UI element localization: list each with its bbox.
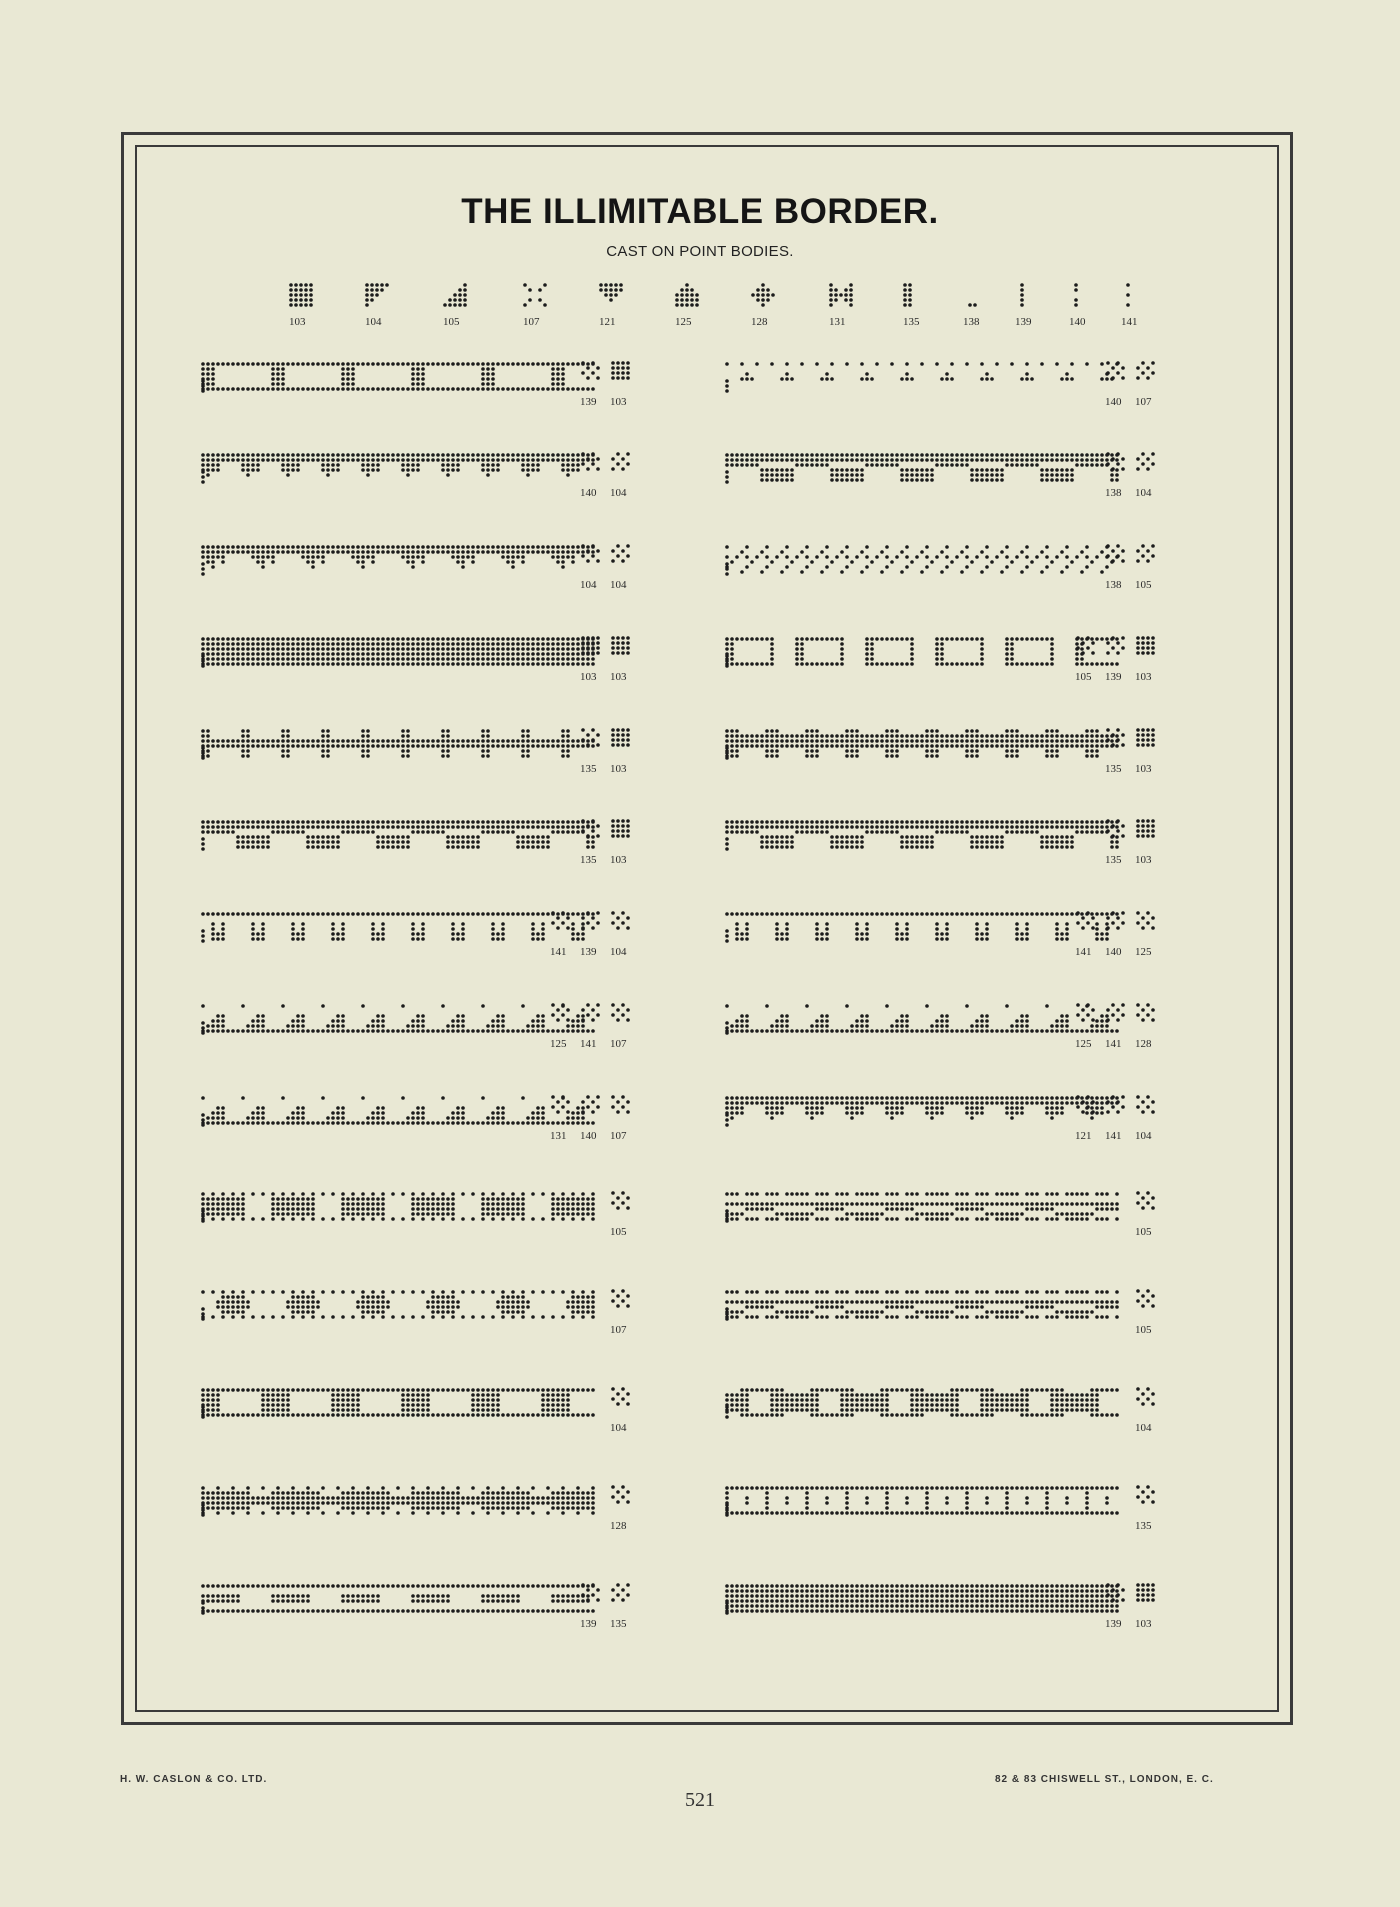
border-specimen-right-1 (724, 360, 1120, 394)
piece-label-left-8-1: 125 (550, 1038, 567, 1050)
border-specimen-right-12 (724, 1386, 1120, 1420)
piece-glyph-right-6-2 (1135, 818, 1159, 842)
border-specimen-left-1 (200, 360, 596, 394)
piece-number-121: 121 (599, 316, 616, 328)
piece-number-105: 105 (443, 316, 460, 328)
piece-label-right-3-1: 138 (1105, 579, 1122, 591)
piece-label-right-2-2: 104 (1135, 487, 1152, 499)
piece-glyph-left-7-1 (550, 910, 574, 934)
piece-label-right-5-2: 103 (1135, 763, 1152, 775)
piece-glyph-left-14-1 (580, 1582, 604, 1606)
piece-label-left-11-1: 107 (610, 1324, 627, 1336)
piece-label-right-13-1: 135 (1135, 1520, 1152, 1532)
border-piece-121 (596, 280, 626, 314)
border-specimen-right-3 (724, 543, 1120, 577)
piece-label-left-2-1: 140 (580, 487, 597, 499)
piece-glyph-right-14-2 (1135, 1582, 1159, 1606)
piece-label-left-9-1: 131 (550, 1130, 567, 1142)
piece-label-left-3-2: 104 (610, 579, 627, 591)
border-specimen-right-14 (724, 1582, 1120, 1616)
piece-number-128: 128 (751, 316, 768, 328)
piece-label-right-9-3: 104 (1135, 1130, 1152, 1142)
piece-label-left-4-2: 103 (610, 671, 627, 683)
piece-label-left-6-1: 135 (580, 854, 597, 866)
piece-glyph-left-10-1 (610, 1190, 634, 1214)
piece-number-103: 103 (289, 316, 306, 328)
border-piece-103 (286, 280, 316, 314)
border-specimen-right-5 (724, 727, 1120, 761)
piece-glyph-right-4-2 (1105, 635, 1129, 659)
piece-label-right-6-1: 135 (1105, 854, 1122, 866)
piece-label-right-9-1: 121 (1075, 1130, 1092, 1142)
piece-glyph-left-1-1 (580, 360, 604, 384)
piece-glyph-left-9-1 (550, 1094, 574, 1118)
piece-glyph-left-6-1 (580, 818, 604, 842)
border-piece-125 (672, 280, 702, 314)
piece-label-left-8-3: 107 (610, 1038, 627, 1050)
piece-glyph-right-1-1 (1105, 360, 1129, 384)
piece-glyph-right-9-1 (1075, 1094, 1099, 1118)
publisher-address: 82 & 83 CHISWELL ST., LONDON, E. C. (995, 1774, 1214, 1785)
border-specimen-left-7 (200, 910, 596, 944)
piece-label-left-13-1: 128 (610, 1520, 627, 1532)
piece-label-left-3-1: 104 (580, 579, 597, 591)
border-specimen-right-7 (724, 910, 1120, 944)
border-specimen-left-8 (200, 1002, 596, 1036)
piece-label-right-1-1: 140 (1105, 396, 1122, 408)
piece-number-104: 104 (365, 316, 382, 328)
piece-label-left-4-1: 103 (580, 671, 597, 683)
border-specimen-left-10 (200, 1190, 596, 1224)
piece-label-right-14-2: 103 (1135, 1618, 1152, 1630)
piece-glyph-left-3-2 (610, 543, 634, 567)
border-specimen-left-2 (200, 451, 596, 485)
piece-glyph-left-8-2 (580, 1002, 604, 1026)
piece-number-141: 141 (1121, 316, 1138, 328)
piece-glyph-right-2-1 (1105, 451, 1129, 475)
border-piece-135 (900, 280, 930, 314)
piece-glyph-left-5-2 (610, 727, 634, 751)
piece-glyph-left-5-1 (580, 727, 604, 751)
piece-glyph-left-7-2 (580, 910, 604, 934)
piece-label-right-11-1: 105 (1135, 1324, 1152, 1336)
piece-number-125: 125 (675, 316, 692, 328)
piece-glyph-right-13-1 (1135, 1484, 1159, 1508)
piece-number-139: 139 (1015, 316, 1032, 328)
piece-glyph-left-4-2 (610, 635, 634, 659)
piece-label-right-4-1: 105 (1075, 671, 1092, 683)
border-piece-139 (1012, 280, 1042, 314)
piece-label-right-6-2: 103 (1135, 854, 1152, 866)
piece-glyph-left-3-1 (580, 543, 604, 567)
piece-glyph-left-13-1 (610, 1484, 634, 1508)
piece-glyph-left-2-1 (580, 451, 604, 475)
border-specimen-right-9 (724, 1094, 1120, 1128)
border-specimen-right-8 (724, 1002, 1120, 1036)
piece-glyph-right-5-1 (1105, 727, 1129, 751)
piece-glyph-left-9-2 (580, 1094, 604, 1118)
piece-glyph-right-14-1 (1105, 1582, 1129, 1606)
piece-label-left-12-1: 104 (610, 1422, 627, 1434)
piece-glyph-right-9-2 (1105, 1094, 1129, 1118)
piece-label-right-2-1: 138 (1105, 487, 1122, 499)
piece-glyph-right-1-2 (1135, 360, 1159, 384)
piece-label-left-7-3: 104 (610, 946, 627, 958)
piece-label-left-5-1: 135 (580, 763, 597, 775)
piece-glyph-right-10-1 (1135, 1190, 1159, 1214)
border-piece-128 (748, 280, 778, 314)
piece-label-left-10-1: 105 (610, 1226, 627, 1238)
border-specimen-right-6 (724, 818, 1120, 852)
border-piece-105 (440, 280, 470, 314)
piece-number-135: 135 (903, 316, 920, 328)
piece-glyph-right-2-2 (1135, 451, 1159, 475)
piece-number-131: 131 (829, 316, 846, 328)
piece-glyph-right-12-1 (1135, 1386, 1159, 1410)
piece-label-right-14-1: 139 (1105, 1618, 1122, 1630)
piece-label-right-9-2: 141 (1105, 1130, 1122, 1142)
border-piece-107 (520, 280, 550, 314)
piece-glyph-left-8-1 (550, 1002, 574, 1026)
border-piece-140 (1066, 280, 1096, 314)
border-specimen-left-12 (200, 1386, 596, 1420)
piece-glyph-right-9-3 (1135, 1094, 1159, 1118)
piece-label-right-7-2: 140 (1105, 946, 1122, 958)
piece-label-right-12-1: 104 (1135, 1422, 1152, 1434)
piece-label-left-8-2: 141 (580, 1038, 597, 1050)
piece-glyph-left-8-3 (610, 1002, 634, 1026)
piece-glyph-right-8-3 (1135, 1002, 1159, 1026)
piece-glyph-right-8-1 (1075, 1002, 1099, 1026)
piece-label-left-14-2: 135 (610, 1618, 627, 1630)
page-title: THE ILLIMITABLE BORDER. (461, 192, 939, 231)
page-subtitle: CAST ON POINT BODIES. (606, 243, 794, 260)
publisher-name: H. W. CASLON & CO. LTD. (120, 1774, 268, 1785)
border-specimen-left-11 (200, 1288, 596, 1322)
piece-number-107: 107 (523, 316, 540, 328)
piece-label-left-9-2: 140 (580, 1130, 597, 1142)
border-piece-141 (1118, 280, 1148, 314)
piece-label-right-8-1: 125 (1075, 1038, 1092, 1050)
piece-glyph-right-7-2 (1105, 910, 1129, 934)
piece-label-left-9-3: 107 (610, 1130, 627, 1142)
piece-glyph-right-4-1 (1075, 635, 1099, 659)
piece-glyph-right-4-3 (1135, 635, 1159, 659)
piece-label-right-7-1: 141 (1075, 946, 1092, 958)
piece-glyph-right-7-3 (1135, 910, 1159, 934)
border-specimen-left-4 (200, 635, 596, 669)
border-specimen-right-10 (724, 1190, 1120, 1224)
border-specimen-right-11 (724, 1288, 1120, 1322)
piece-label-right-5-1: 135 (1105, 763, 1122, 775)
piece-label-right-4-3: 103 (1135, 671, 1152, 683)
border-piece-138 (960, 280, 990, 314)
piece-number-140: 140 (1069, 316, 1086, 328)
page-number: 521 (685, 1789, 715, 1811)
border-specimen-right-4 (724, 635, 1120, 669)
piece-label-left-2-2: 104 (610, 487, 627, 499)
piece-label-right-4-2: 139 (1105, 671, 1122, 683)
border-specimen-right-2 (724, 451, 1120, 485)
piece-glyph-left-9-3 (610, 1094, 634, 1118)
piece-glyph-right-3-1 (1105, 543, 1129, 567)
piece-label-left-1-1: 139 (580, 396, 597, 408)
piece-label-left-14-1: 139 (580, 1618, 597, 1630)
piece-label-right-8-2: 141 (1105, 1038, 1122, 1050)
piece-glyph-left-4-1 (580, 635, 604, 659)
piece-label-right-3-2: 105 (1135, 579, 1152, 591)
border-specimen-right-13 (724, 1484, 1120, 1518)
piece-glyph-right-7-1 (1075, 910, 1099, 934)
border-specimen-left-13 (200, 1484, 596, 1518)
piece-glyph-left-11-1 (610, 1288, 634, 1312)
piece-glyph-left-7-3 (610, 910, 634, 934)
piece-glyph-right-3-2 (1135, 543, 1159, 567)
piece-glyph-left-14-2 (610, 1582, 634, 1606)
piece-glyph-right-6-1 (1105, 818, 1129, 842)
border-specimen-left-3 (200, 543, 596, 577)
piece-glyph-left-6-2 (610, 818, 634, 842)
border-specimen-left-14 (200, 1582, 596, 1616)
piece-label-left-6-2: 103 (610, 854, 627, 866)
border-specimen-left-6 (200, 818, 596, 852)
piece-glyph-right-5-2 (1135, 727, 1159, 751)
piece-label-left-7-1: 141 (550, 946, 567, 958)
piece-glyph-right-11-1 (1135, 1288, 1159, 1312)
piece-label-right-7-3: 125 (1135, 946, 1152, 958)
piece-glyph-left-1-2 (610, 360, 634, 384)
piece-label-left-7-2: 139 (580, 946, 597, 958)
border-piece-104 (362, 280, 392, 314)
piece-label-left-1-2: 103 (610, 396, 627, 408)
piece-glyph-left-12-1 (610, 1386, 634, 1410)
piece-number-138: 138 (963, 316, 980, 328)
piece-glyph-left-2-2 (610, 451, 634, 475)
border-piece-131 (826, 280, 856, 314)
piece-label-left-5-2: 103 (610, 763, 627, 775)
piece-label-right-1-2: 107 (1135, 396, 1152, 408)
border-specimen-left-9 (200, 1094, 596, 1128)
piece-glyph-right-8-2 (1105, 1002, 1129, 1026)
piece-label-right-8-3: 128 (1135, 1038, 1152, 1050)
border-specimen-left-5 (200, 727, 596, 761)
piece-label-right-10-1: 105 (1135, 1226, 1152, 1238)
